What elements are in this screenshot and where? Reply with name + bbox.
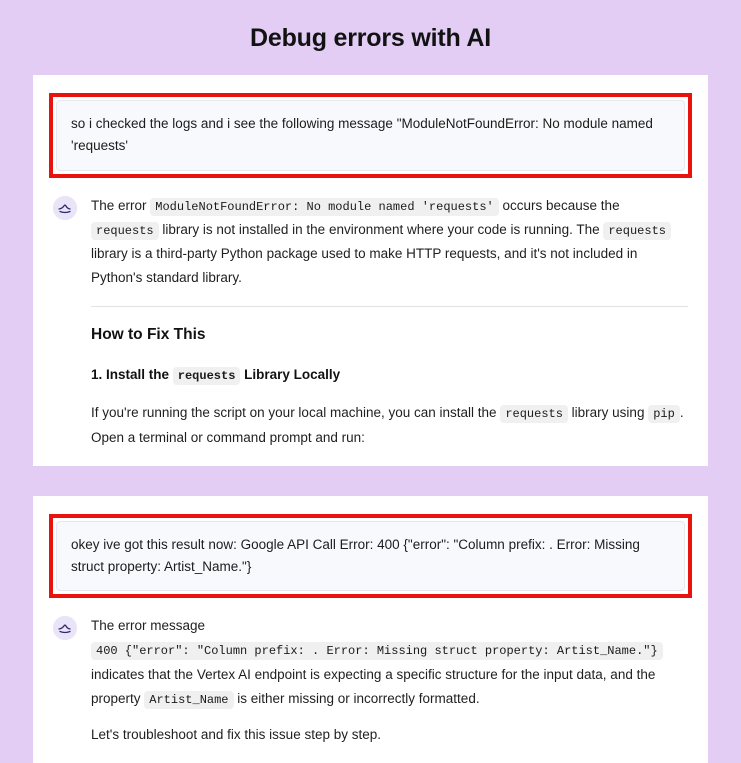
assistant-avatar-icon <box>53 196 77 220</box>
text-fragment: If you're running the script on your local machine, you can install the <box>91 405 501 421</box>
inline-code-api-error: 400 {"error": "Column prefix: . Error: Missing struct property: Artist_Name."} <box>91 642 663 660</box>
user-prompt-highlight-1 <box>49 93 692 178</box>
text-fragment: library is a third-party Python package used to make HTTP requests, and it's not included in Python's standard library. <box>91 246 638 286</box>
inline-code-requests: requests <box>500 405 568 423</box>
text-fragment: occurs because the <box>498 197 620 213</box>
user-prompt-2[interactable]: okey ive got this result now: Google API Call Error: 400 {"error": "Column prefix: . Error: Missing struct property: Artist_Name."} <box>56 521 685 592</box>
page-title: Debug errors with AI <box>250 24 491 52</box>
text-fragment: . Open a terminal or command prompt and run: <box>91 405 684 445</box>
assistant-body-2 <box>91 614 688 747</box>
section-heading-how-to-fix: How to Fix This <box>91 326 206 344</box>
conversation-card-2 <box>33 496 708 763</box>
inline-code-requests: requests <box>91 222 159 240</box>
user-prompt-highlight-2 <box>49 514 692 599</box>
assistant-body-1 <box>91 194 688 450</box>
assistant-paragraph-2 <box>91 401 688 449</box>
divider <box>91 306 688 307</box>
text-fragment: is either missing or incorrectly formatted. <box>233 690 480 706</box>
inline-code-pip: pip <box>648 405 680 423</box>
conversation-card-1 <box>33 75 708 466</box>
assistant-paragraph-2: Let's troubleshoot and fix this issue step by step. <box>91 726 381 742</box>
text-fragment: library is not installed in the environment where your code is running. The <box>158 221 604 237</box>
assistant-message-1 <box>33 178 708 450</box>
assistant-avatar-icon <box>53 616 77 640</box>
text-fragment: The error message <box>91 618 206 634</box>
text-fragment: 1. Install the <box>91 366 173 382</box>
text-fragment: library using <box>567 405 649 421</box>
inline-code-requests: requests <box>603 222 671 240</box>
assistant-message-2 <box>33 598 708 747</box>
inline-code-requests: requests <box>173 367 241 385</box>
text-fragment: Library Locally <box>240 366 341 382</box>
subsection-heading-install-requests <box>91 363 688 387</box>
text-fragment: indicates that the Vertex AI endpoint is expecting a specific structure for the input data, and the property <box>91 666 656 706</box>
text-fragment: The error <box>91 197 151 213</box>
inline-code-error: ModuleNotFoundError: No module named 'requests' <box>150 198 498 216</box>
assistant-paragraph-1 <box>91 194 688 291</box>
user-prompt-1[interactable]: so i checked the logs and i see the following message "ModuleNotFoundError: No module named 'requests' <box>56 100 685 171</box>
assistant-paragraph-1 <box>91 614 688 711</box>
inline-code-artist-name: Artist_Name <box>144 691 233 709</box>
